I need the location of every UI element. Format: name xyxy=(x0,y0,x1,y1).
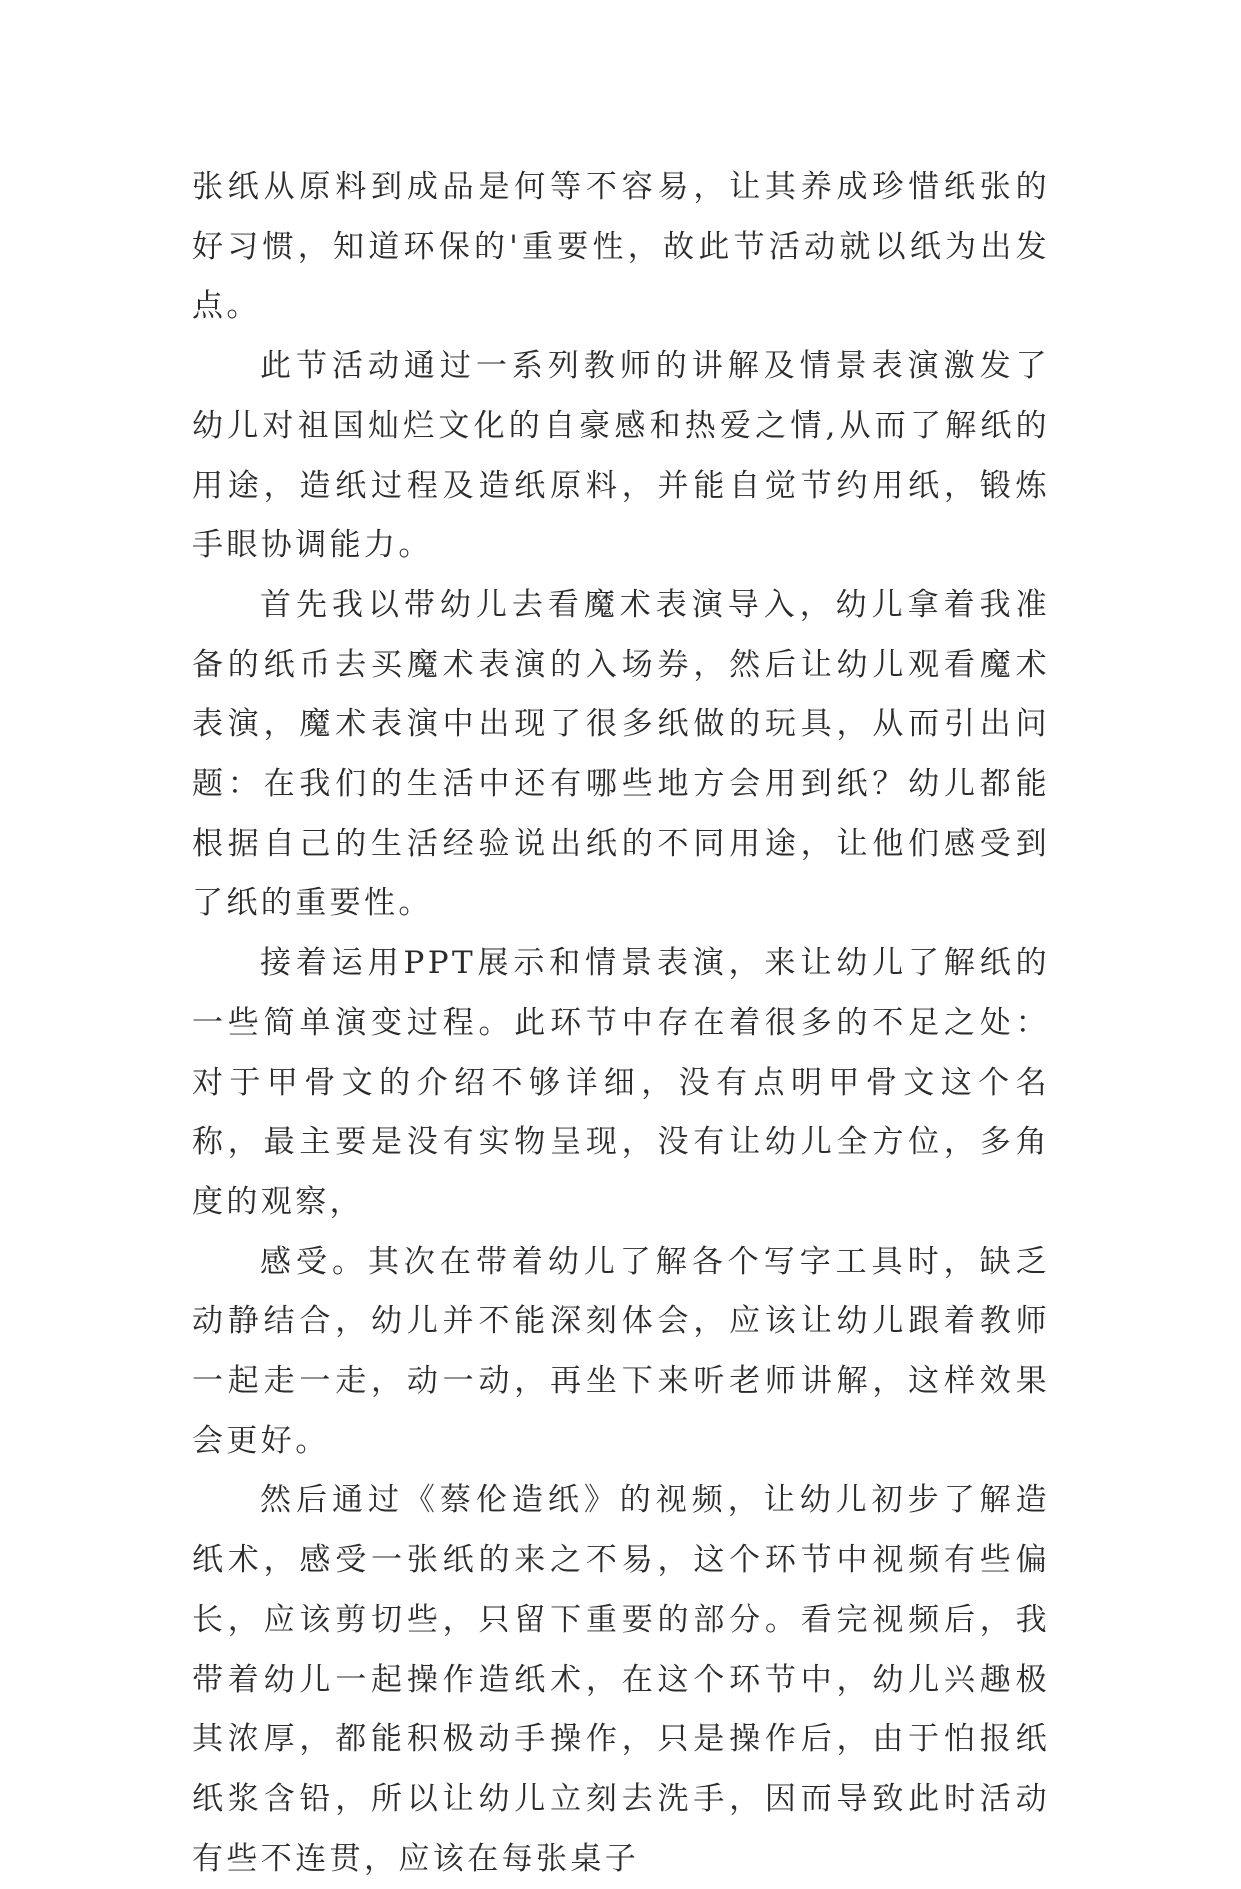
document-body xyxy=(192,158,1050,1889)
paragraph-continuation: 张纸从原料到成品是何等不容易，让其养成珍惜纸张的好习惯，知道环保的'重要性，故此节活动就以纸为出发点。 xyxy=(192,169,1050,325)
paragraph-ppt-presentation: 接着运用PPT展示和情景表演，来让幼儿了解纸的一些简单演变过程。此环节中存在着很多的不足之处：对于甲骨文的介绍不够详细，没有点明甲骨文这个名称，最主要是没有实物呈现，没有让幼儿全方位，多角度的观察， xyxy=(192,945,1050,1220)
paragraph-writing-tools: 感受。其次在带着幼儿了解各个写字工具时，缺乏动静结合，幼儿并不能深刻体会，应该让幼儿跟着教师一起走一走，动一动，再坐下来听老师讲解，这样效果会更好。 xyxy=(192,1243,1050,1459)
paragraph-magic-show-intro: 首先我以带幼儿去看魔术表演导入，幼儿拿着我准备的纸币去买魔术表演的入场券，然后让幼儿观看魔术表演，魔术表演中出现了很多纸做的玩具，从而引出问题：在我们的生活中还有哪些地方会用到纸？幼儿都能根据自己的生活经验说出纸的不同用途，让他们感受到了纸的重要性。 xyxy=(192,586,1050,922)
paragraph-cailun-video: 然后通过《蔡伦造纸》的视频，让幼儿初步了解造纸术，感受一张纸的来之不易，这个环节中视频有些偏长，应该剪切些，只留下重要的部分。看完视频后，我带着幼儿一起操作造纸术，在这个环节中，幼儿兴趣极其浓厚，都能积极动手操作，只是操作后，由于怕报纸纸浆含铅，所以让幼儿立刻去洗手，因而导致此时活动有些不连贯，应该在每张桌子 xyxy=(192,1482,1050,1877)
paragraph-activity-overview: 此节活动通过一系列教师的讲解及情景表演激发了幼儿对祖国灿烂文化的自豪感和热爱之情,从而了解纸的用途，造纸过程及造纸原料，并能自觉节约用纸，锻炼手眼协调能力。 xyxy=(192,348,1050,564)
